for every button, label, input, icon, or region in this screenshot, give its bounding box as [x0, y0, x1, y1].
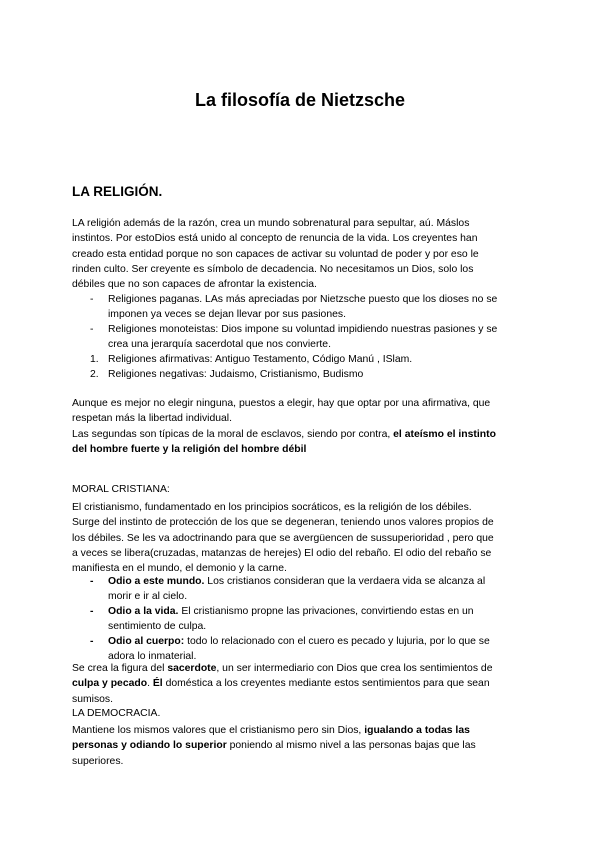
text-line: respetan más la libertad individual.	[72, 413, 232, 425]
text-line: adora lo inmaterial.	[108, 651, 197, 663]
religion-conclusion-paragraph	[72, 396, 532, 457]
text-line: Aunque es mejor no elegir ninguna, puestos a elegir, hay que optar por una afirmativa, que	[72, 398, 491, 409]
moral-intro-paragraph	[72, 500, 532, 576]
text-line: rinden culto. Ser creyente es símbolo de decadencia. No necesitamos un Dios, solo los	[72, 263, 474, 275]
text-line: Surge del instinto de protección de los que se degeneran, teniendo unos valores propios de	[72, 517, 494, 529]
text-line	[72, 442, 532, 457]
religion-intro-paragraph	[72, 216, 532, 292]
plain-text: El cristianismo propne las privaciones, convirtiendo estas en un	[178, 606, 474, 617]
plain-text: todo lo relacionado con el cuero es pecado y lujuria, por lo que se	[184, 636, 490, 647]
bold-text: Odio a este mundo.	[108, 576, 205, 587]
page-title: La filosofía de Nietzsche	[194, 90, 406, 110]
bold-text: igualando a todas las	[364, 725, 470, 736]
bullet-marker: -	[90, 294, 94, 305]
plain-text: , un ser intermediario con Dios que crea los sentimientos de	[216, 663, 493, 674]
text-line: superiores.	[72, 755, 124, 767]
text-line: El cristianismo, fundamentado en los principios socráticos, es la religión de los débiles.	[72, 502, 472, 513]
bold-text: personas y odiando lo superior	[72, 740, 227, 752]
text-line: sentimiento de culpa.	[108, 621, 207, 633]
plain-text: .	[147, 678, 153, 690]
bullet-marker: -	[90, 636, 94, 647]
text-line: crea una jerarquía sacerdotal que nos convierte.	[108, 339, 331, 351]
bullet-marker: -	[90, 576, 94, 587]
text-line: manifiesta en el mundo, el demonio y la carne.	[72, 563, 287, 575]
plain-text: Se crea la figura del	[72, 663, 168, 674]
text-line	[72, 427, 532, 442]
text-line	[108, 574, 528, 589]
section-heading-moral-cristiana: MORAL CRISTIANA:	[72, 484, 170, 495]
plain-text: doméstica a los creyentes mediante estos sentimientos para que sean	[162, 678, 490, 690]
bullet-marker: -	[90, 606, 94, 617]
text-line: a veces se libera(cruzadas, matanzas de herejes) El odio del rebaño. El odio del rebaño se	[72, 547, 492, 559]
bullet-marker: -	[90, 324, 94, 335]
text-line: Religiones paganas. LAs más apreciadas por Nietzsche puesto que los dioses no se	[108, 294, 498, 305]
text-line: instintos. Por estoDios está unido al concepto de renuncia de la vida. Los creyentes han	[72, 233, 478, 245]
text-line	[72, 661, 532, 676]
plain-text: poniendo al mismo nivel a las personas bajas que las	[226, 740, 476, 752]
text-line	[108, 604, 528, 619]
plain-text: Las segundas son típicas de la moral de esclavos, siendo por contra,	[72, 428, 394, 440]
text-line	[72, 723, 532, 738]
bold-text: Odio al cuerpo:	[108, 636, 185, 647]
text-line: Religiones afirmativas: Antiguo Testamento, Código Manú , ISlam.	[108, 354, 413, 365]
section-heading-democracia: LA DEMOCRACIA.	[72, 708, 161, 719]
text-line: Religiones monoteistas: Dios impone su voluntad impidiendo nuestras pasiones y se	[108, 324, 498, 335]
number-marker: 2.	[90, 369, 99, 380]
section-heading-religion: LA RELIGIÓN.	[72, 184, 163, 199]
bold-text: Él	[152, 678, 163, 690]
text-line	[72, 738, 532, 753]
moral-closing-paragraph	[72, 661, 532, 707]
plain-text: Los cristianos consideran que la verdaera vida se alcanza al	[204, 576, 486, 587]
text-line: creado esta entidad porque no son capaces de activar su voluntad de poder y por eso le	[72, 248, 479, 260]
text-line	[108, 634, 528, 649]
democracia-paragraph	[72, 723, 532, 769]
text-line: morir e ir al cielo.	[108, 591, 188, 603]
text-line	[72, 676, 532, 691]
bold-text: Odio a la vida.	[108, 606, 179, 617]
bold-text: culpa y pecado	[72, 678, 148, 690]
text-line: sumisos.	[72, 693, 113, 705]
plain-text: Mantiene los mismos valores que el cristianismo pero sin Dios,	[72, 725, 365, 736]
bold-text: el ateísmo el instinto	[393, 428, 496, 440]
text-line: imponen ya veces se dejan llevar por sus pasiones.	[108, 309, 346, 321]
text-line: Religiones negativas: Judaismo, Cristianismo, Budismo	[108, 369, 364, 380]
bold-text: del hombre fuerte y la religión del hombre débil	[72, 443, 307, 455]
number-marker: 1.	[90, 354, 99, 365]
text-line: los débiles. Se les va adoctrinando para que se avergüencen de sussuperioridad , pero que	[72, 532, 494, 544]
text-line: LA religión además de la razón, crea un mundo sobrenatural para sepultar, aú. Máslos	[72, 218, 470, 229]
bold-text: sacerdote	[167, 663, 217, 674]
text-line: débiles que no son capaces de afrontar la existencia.	[72, 279, 317, 291]
